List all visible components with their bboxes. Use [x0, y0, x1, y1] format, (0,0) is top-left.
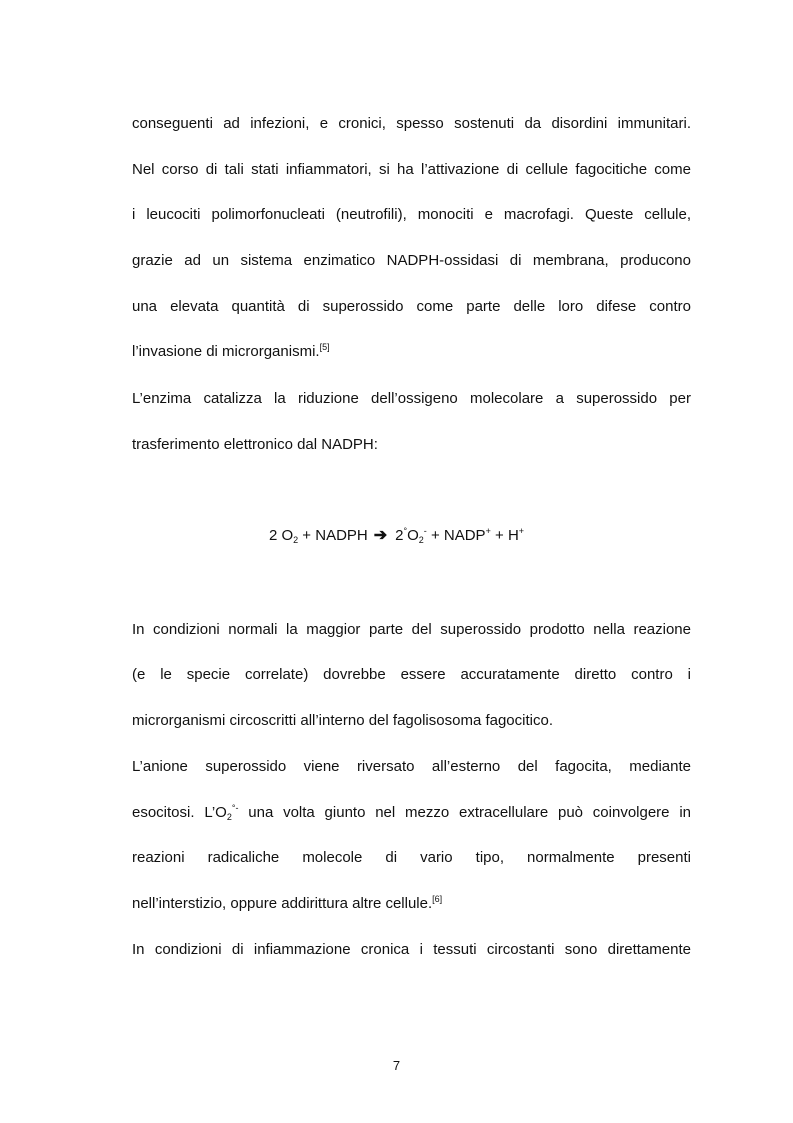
text-line: Nel corso di tali stati infiammatori, si ha l’attivazione di cellule fagocitiche come [132, 161, 691, 178]
radical-charge: °- [231, 803, 239, 813]
text-line: microrganismi circoscritti all’interno del fagolisosoma fagocitico. [132, 712, 553, 729]
eq-reactant-2: + NADPH [298, 527, 368, 544]
text-line: i leucociti polimorfonucleati (neutrofili), monociti e macrofagi. Queste cellule, [132, 206, 691, 223]
arrow-icon: ➔ [373, 527, 388, 544]
text-line: trasferimento elettronico dal NADPH: [132, 436, 378, 453]
citation-ref: [6] [432, 894, 443, 904]
eq-product-3: + H [490, 527, 519, 544]
eq-charge: + [518, 526, 525, 536]
text-line [132, 803, 691, 823]
text-span: l’invasione di microrganismi. [132, 343, 320, 360]
eq-product-coef: 2 [395, 527, 404, 544]
eq-subscript: 2 [293, 535, 299, 545]
eq-product-2: + NADP [426, 527, 486, 544]
text-line: (e le specie correlate) dovrebbe essere accuratamente diretto contro i [132, 666, 691, 683]
text-line: una elevata quantità di superossido come parte delle loro difese contro [132, 298, 691, 315]
eq-radical: ° [403, 526, 408, 536]
eq-reactant: 2 O [268, 527, 294, 544]
eq-product: O [407, 527, 419, 544]
text-span: nell’interstizio, oppure addirittura altre cellule. [132, 895, 433, 912]
eq-charge: + [485, 526, 491, 536]
chemical-equation [0, 526, 793, 546]
text-line: reazioni radicaliche molecole di vario tipo, normalmente presenti [132, 849, 691, 866]
text-line: In condizioni normali la maggior parte del superossido prodotto nella reazione [132, 621, 691, 638]
text-line: grazie ad un sistema enzimatico NADPH-ossidasi di membrana, producono [132, 252, 691, 269]
page-number: 7 [392, 1058, 401, 1073]
text-line [132, 342, 691, 362]
subscript: 2 [226, 812, 232, 822]
eq-subscript: 2 [418, 535, 424, 545]
text-line: L’enzima catalizza la riduzione dell’ossigeno molecolare a superossido per [132, 390, 691, 407]
text-line: In condizioni di infiammazione cronica i tessuti circostanti sono direttamente [132, 941, 691, 958]
text-span: esocitosi. L’O [132, 804, 227, 821]
text-line [132, 894, 691, 914]
citation-ref: [5] [319, 342, 330, 352]
eq-charge: - [423, 526, 427, 536]
text-span: una volta giunto nel mezzo extracellulare può coinvolgere in [238, 804, 691, 821]
text-line: conseguenti ad infezioni, e cronici, spesso sostenuti da disordini immunitari. [132, 115, 691, 132]
text-line: L’anione superossido viene riversato all’esterno del fagocita, mediante [132, 758, 691, 775]
